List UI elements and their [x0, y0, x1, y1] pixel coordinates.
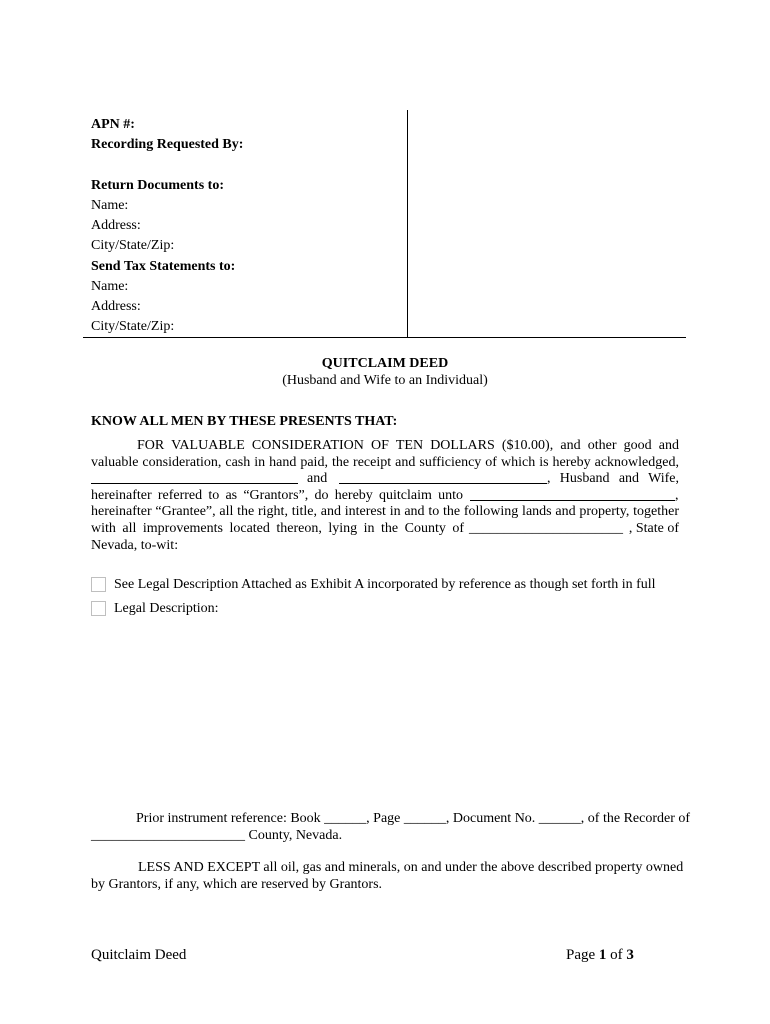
- grantor-1-blank[interactable]: [91, 473, 298, 484]
- page-total: 3: [626, 947, 634, 963]
- consideration-line-1: FOR VALUABLE CONSIDERATION OF TEN DOLLARS ($10.00), and other good and: [137, 438, 679, 453]
- less-except-line-1: LESS AND EXCEPT all oil, gas and minerals, on and under the above described property owned: [138, 860, 684, 875]
- return-city-label: City/State/Zip:: [91, 238, 175, 253]
- footer-page-number: [566, 947, 634, 964]
- legal-description-label: Legal Description:: [114, 601, 219, 616]
- grantee-blank[interactable]: [470, 490, 675, 501]
- header-vertical-divider: [407, 110, 408, 338]
- apn-label: APN #:: [91, 117, 135, 132]
- consideration-line-7: Nevada, to-wit:: [91, 538, 179, 553]
- send-tax-statements-label: Send Tax Statements to:: [91, 259, 236, 274]
- return-address-label: Address:: [91, 218, 141, 233]
- exhibit-a-label: See Legal Description Attached as Exhibit A incorporated by reference as though set forth in full: [114, 577, 656, 592]
- consideration-line-2: valuable consideration, cash in hand paid, the receipt and sufficiency of which is hereby acknowledged,: [91, 455, 679, 470]
- grantor-2-blank[interactable]: [339, 473, 547, 484]
- grantee-comma: ,: [675, 488, 679, 503]
- husband-wife-text: , Husband and Wife,: [547, 471, 679, 486]
- prior-instrument-line-1: Prior instrument reference: Book ______, Page ______, Document No. ______, of the Recorder of: [136, 811, 691, 826]
- grantors-quitclaim-text: hereinafter referred to as “Grantors”, do hereby quitclaim unto: [91, 488, 463, 503]
- header-horizontal-divider: [83, 337, 686, 338]
- and-text: and: [307, 471, 328, 486]
- consideration-line-5: hereinafter “Grantee”, all the right, title, and interest in and to the following lands and property, together: [91, 504, 679, 519]
- return-name-label: Name:: [91, 198, 129, 213]
- prior-instrument-line-2: ______________________ County, Nevada.: [91, 828, 343, 843]
- know-all-men-heading: KNOW ALL MEN BY THESE PRESENTS THAT:: [91, 414, 398, 429]
- of-word: of: [610, 947, 623, 963]
- exhibit-a-checkbox[interactable]: [91, 577, 106, 592]
- less-except-line-2: by Grantors, if any, which are reserved by Grantors.: [91, 877, 383, 892]
- state-of-text: , State of: [628, 521, 679, 536]
- footer-document-name: Quitclaim Deed: [91, 947, 187, 963]
- tax-city-label: City/State/Zip:: [91, 319, 175, 334]
- page-current: 1: [598, 947, 607, 963]
- return-documents-to-label: Return Documents to:: [91, 178, 224, 193]
- document-title: QUITCLAIM DEED: [321, 356, 449, 371]
- tax-name-label: Name:: [91, 279, 129, 294]
- consideration-line-6: [91, 521, 679, 538]
- tax-address-label: Address:: [91, 299, 141, 314]
- legal-description-checkbox[interactable]: [91, 601, 106, 616]
- page-word: Page: [566, 947, 596, 963]
- consideration-line-4: [91, 488, 679, 505]
- consideration-line-3: [91, 471, 679, 488]
- recording-requested-by-label: Recording Requested By:: [91, 137, 244, 152]
- document-subtitle: (Husband and Wife to an Individual): [282, 373, 488, 388]
- county-blank[interactable]: ______________________: [469, 521, 623, 536]
- county-text: with all improvements located thereon, lying in the County of: [91, 521, 464, 536]
